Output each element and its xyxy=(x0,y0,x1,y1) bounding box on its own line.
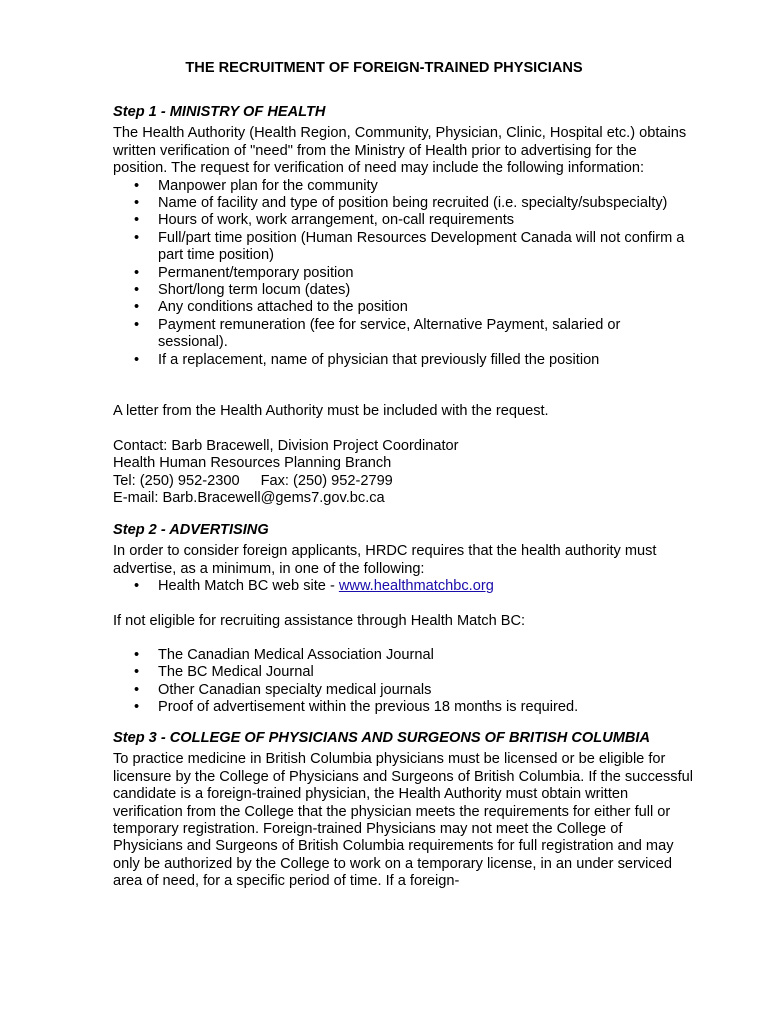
step1-heading: Step 1 - MINISTRY OF HEALTH xyxy=(113,104,326,120)
list-item: • The BC Medical Journal xyxy=(134,664,314,681)
list-item: • Health Match BC web site - www.healthmatchbc.org xyxy=(134,578,494,595)
bullet-icon: • xyxy=(134,212,140,229)
bullet-icon: • xyxy=(134,578,140,595)
step1-list xyxy=(113,178,693,369)
list-item: • Payment remuneration (fee for service, Alternative Payment, salaried or sessional). xyxy=(134,316,621,351)
list-item: • If a replacement, name of physician that previously filled the position xyxy=(134,351,600,368)
bullet-icon: • xyxy=(134,664,140,681)
bullet-icon: • xyxy=(134,229,140,246)
step3-body: To practice medicine in British Columbia physicians must be licensed or be eligible for licensure by the College of Physicians and Surgeons of British Columbia. If the successful candidate is a foreign-trained physician, the Health Authority must obtain written verification from the College that the physician meets the requirements for either full or temporary registration. Foreign-trained Physicians may not meet the College of Physicians and Surgeons of British Columbia requirements for full registration and may only be authorized by the College to work on a temporary license, in an under serviced area of need, for a specific period of time. If a foreign- xyxy=(113,751,693,890)
contact-block xyxy=(113,438,693,508)
step2-intro: In order to consider foreign applicants, HRDC requires that the health authority must advertise, as a minimum, in one of the following: xyxy=(113,543,657,577)
contact-email: E-mail: Barb.Bracewell@gems7.gov.bc.ca xyxy=(113,490,385,507)
letter-note: A letter from the Health Authority must be included with the request. xyxy=(113,403,549,419)
bullet-icon: • xyxy=(134,647,140,663)
bullet-icon: • xyxy=(134,351,140,368)
list-item: • Name of facility and type of position being recruited (i.e. specialty/subspecialty) xyxy=(134,195,668,212)
step1-section xyxy=(113,104,693,369)
page-title: THE RECRUITMENT OF FOREIGN-TRAINED PHYSICIANS xyxy=(185,60,583,76)
healthmatchbc-link[interactable]: www.healthmatchbc.org xyxy=(338,578,494,595)
bullet-icon: • xyxy=(134,699,140,716)
bullet-icon: • xyxy=(134,264,140,281)
list-item: • Hours of work, work arrangement, on-call requirements xyxy=(134,212,515,229)
list-item: • Manpower plan for the community xyxy=(134,177,378,194)
not-eligible-note: If not eligible for recruiting assistance through Health Match BC: xyxy=(113,613,526,629)
step2-web-list xyxy=(113,578,693,595)
step3-heading: Step 3 - COLLEGE OF PHYSICIANS AND SURGEONS OF BRITISH COLUMBIA xyxy=(113,730,651,746)
list-item: • The Canadian Medical Association Journal xyxy=(134,647,434,663)
bullet-icon: • xyxy=(134,681,140,698)
step2-section xyxy=(113,522,693,596)
list-item: • Short/long term locum (dates) xyxy=(134,282,351,299)
step2-heading: Step 2 - ADVERTISING xyxy=(113,522,269,538)
bullet-icon: • xyxy=(134,177,140,194)
contact-phone: Tel: (250) 952-2300 Fax: (250) 952-2799 xyxy=(113,472,393,489)
bullet-icon: • xyxy=(134,299,140,316)
bullet-icon: • xyxy=(134,316,140,333)
step2-journal-list xyxy=(113,647,693,717)
contact-line: Contact: Barb Bracewell, Division Project Coordinator xyxy=(113,438,459,454)
list-item: • Full/part time position (Human Resources Development Canada will not confirm a part time position) xyxy=(134,229,685,264)
step3-section xyxy=(113,730,693,891)
list-item: • Proof of advertisement within the previous 18 months is required. xyxy=(134,699,579,716)
list-item: • Any conditions attached to the position xyxy=(134,299,408,316)
bullet-icon: • xyxy=(134,195,140,212)
list-item: • Permanent/temporary position xyxy=(134,264,354,281)
contact-branch: Health Human Resources Planning Branch xyxy=(113,455,392,472)
bullet-icon: • xyxy=(134,282,140,299)
list-item: • Other Canadian specialty medical journals xyxy=(134,681,432,698)
step1-intro: The Health Authority (Health Region, Community, Physician, Clinic, Hospital etc.) obtains written verification of "need" from the Ministry of Health prior to advertising for the position. The request for verification of need may include the following information: xyxy=(113,125,687,177)
